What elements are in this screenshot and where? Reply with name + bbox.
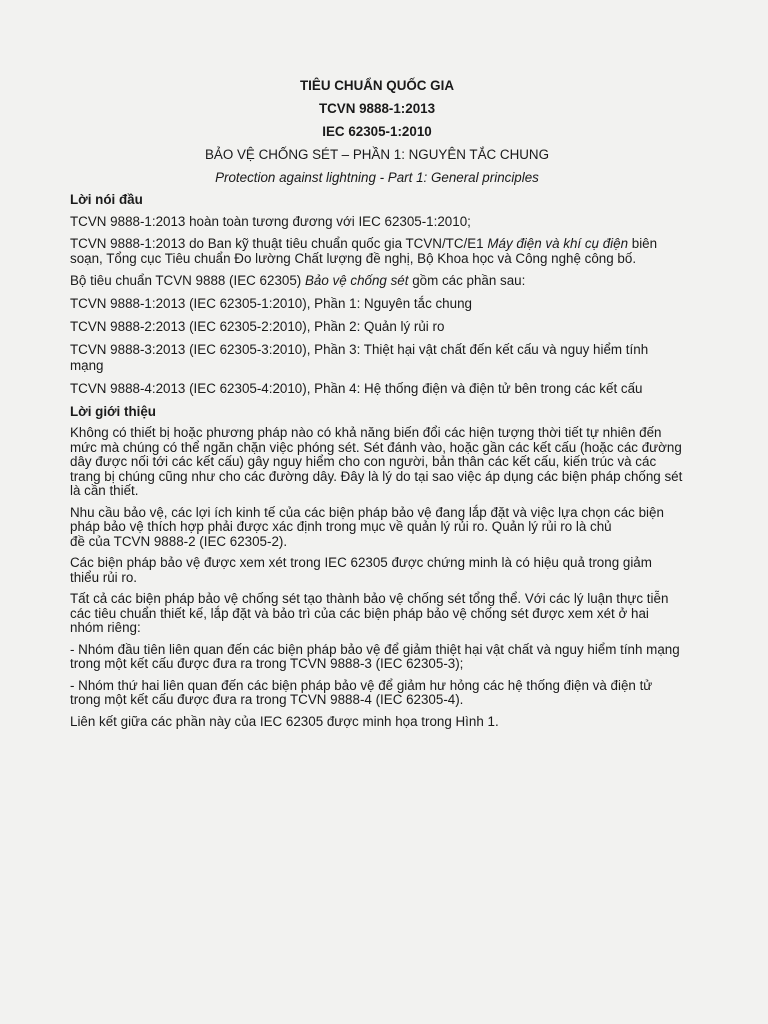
foreword-heading: Lời nói đầu xyxy=(70,192,143,207)
part-list-item: TCVN 9888-2:2013 (IEC 62305-2:2010), Phần 2: Quản lý rủi ro xyxy=(70,319,445,334)
foreword-paragraph: Bộ tiêu chuẩn TCVN 9888 (IEC 62305) Bảo vệ chống sét gồm các phần sau: xyxy=(70,273,526,288)
intro-paragraph: Không có thiết bị hoặc phương pháp nào có khả năng biến đổi các hiện tượng thời tiết tự nhiên đến mức mà chúng có thể ngăn chặn việc phóng sét. Sét đánh vào, hoặc gần các kết cấu (hoặc các đường dây được nối tới các kết cấu) gây nguy hiểm cho con người, bản thân các kết cấu, kiến trúc và các trang bị chúng cũng như cho các đường dây. Đây là lý do tại sao việc áp dụng các biện pháp chống sét là cần thiết. xyxy=(70,425,683,498)
english-title: Protection against lightning - Part 1: General principles xyxy=(215,170,539,185)
intro-paragraph: Liên kết giữa các phần này của IEC 62305 được minh họa trong Hình 1. xyxy=(70,713,499,729)
standard-code-iec: IEC 62305-1:2010 xyxy=(322,124,432,139)
foreword-paragraph: TCVN 9888-1:2013 do Ban kỹ thuật tiêu chuẩn quốc gia TCVN/TC/E1 Máy điện và khí cụ điện biên soạn, Tổng cục Tiêu chuẩn Đo lường Chất lượng đề nghị, Bộ Khoa học và Công nghệ công bố. xyxy=(70,236,658,266)
document-title: TIÊU CHUẨN QUỐC GIA xyxy=(300,78,454,93)
part-list-item: TCVN 9888-4:2013 (IEC 62305-4:2010), Phần 4: Hệ thống điện và điện tử bên trong các kết cấu xyxy=(70,381,643,396)
standard-code-tcvn: TCVN 9888-1:2013 xyxy=(318,101,436,116)
introduction-heading: Lời giới thiệu xyxy=(70,404,156,419)
intro-paragraph: - Nhóm thứ hai liên quan đến các biện pháp bảo vệ để giảm hư hỏng các hệ thống điện và điện tử trong một kết cấu được đưa ra trong TCVN 9888-4 (IEC 62305-4). xyxy=(70,677,653,707)
part-list-item: TCVN 9888-1:2013 (IEC 62305-1:2010), Phần 1: Nguyên tắc chung xyxy=(70,296,472,311)
intro-paragraph: Các biện pháp bảo vệ được xem xét trong IEC 62305 được chứng minh là có hiệu quả trong giảm thiểu rủi ro. xyxy=(70,555,652,585)
intro-paragraph: Nhu cầu bảo vệ, các lợi ích kinh tế của các biện pháp bảo vệ đang lắp đặt và việc lựa chọn các biện pháp bảo vệ thích hợp phải được xác định trong mục về quản lý rủi ro. Quản lý rủi ro là chủđề của TCVN 9888-2 (IEC 62305-2). xyxy=(70,504,664,549)
intro-paragraph: Tất cả các biện pháp bảo vệ chống sét tạo thành bảo vệ chống sét tổng thể. Với các lý luận thực tiễn các tiêu chuẩn thiết kế, lắp đặt và bảo trì của các biện pháp bảo vệ chống sét được xem xét ở hai nhóm riêng: xyxy=(70,591,669,635)
intro-paragraph: - Nhóm đầu tiên liên quan đến các biện pháp bảo vệ để giảm thiệt hại vật chất và nguy hiểm tính mạng trong một kết cấu được đưa ra trong TCVN 9888-3 (IEC 62305-3); xyxy=(70,641,680,671)
document-subtitle: BẢO VỆ CHỐNG SÉT – PHẦN 1: NGUYÊN TẮC CHUNG xyxy=(204,147,549,162)
part-list-item: TCVN 9888-3:2013 (IEC 62305-3:2010), Phần 3: Thiệt hại vật chất đến kết cấu và nguy hiểm tính mạng xyxy=(70,342,649,373)
foreword-paragraph: TCVN 9888-1:2013 hoàn toàn tương đương với IEC 62305-1:2010; xyxy=(70,214,471,229)
